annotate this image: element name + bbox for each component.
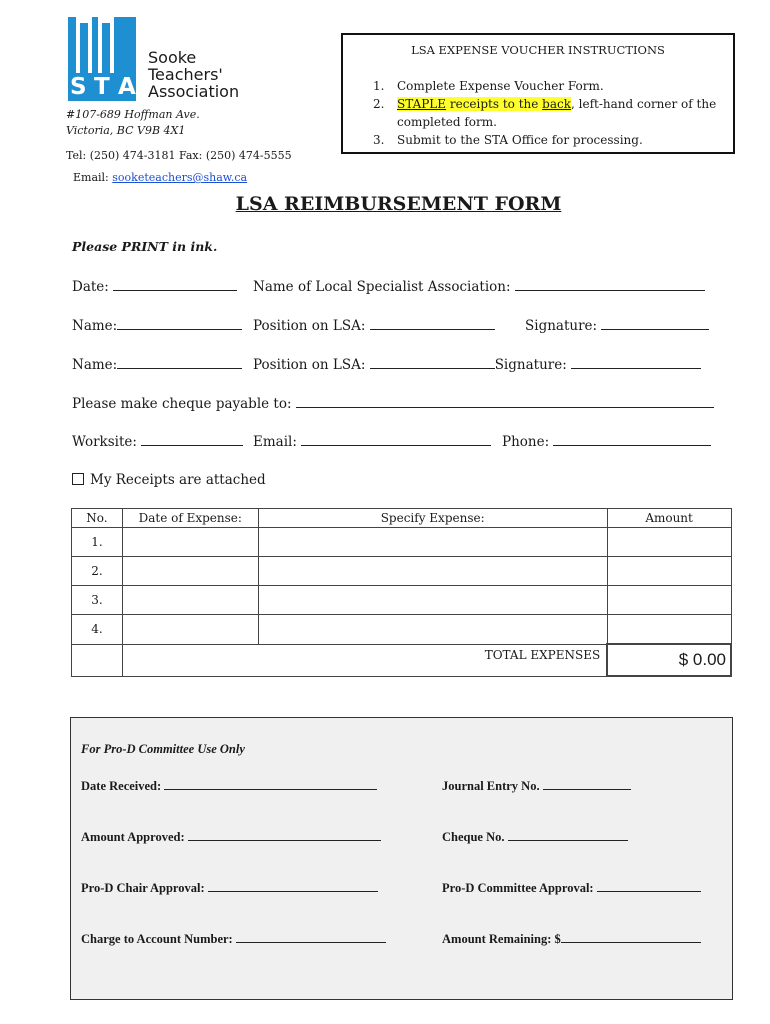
name-row-1: Name: [72,317,242,334]
table-header-row [72,509,732,528]
lsa-name-row: Name of Local Specialist Association: [253,278,705,295]
chair-approval-row: Pro-D Chair Approval: [81,880,378,896]
date-cell[interactable] [122,557,258,586]
specify-cell[interactable] [258,615,607,645]
position-field-1[interactable] [370,317,495,330]
name-field-2[interactable] [117,356,242,369]
specify-cell[interactable] [258,557,607,586]
address-block: #107-689 Hoffman Ave. Victoria, BC V9B 4X1 [66,108,200,137]
journal-entry-row: Journal Entry No. [442,778,631,794]
instructions-title: LSA EXPENSE VOUCHER INSTRUCTIONS [411,43,665,57]
charge-account-row: Charge to Account Number: [81,931,386,947]
instructions-list: 1. Complete Expense Voucher Form. 2. STAPLE receipts to the back, left-hand corner of the completed form. 3. Submit to the STA Office for processing. [373,79,717,147]
journal-entry-field[interactable] [543,778,631,790]
col-no-header: No. [72,509,123,528]
col-specify-header: Specify Expense: [258,509,607,528]
amount-cell[interactable] [607,557,731,586]
committee-approval-row: Pro-D Committee Approval: [442,880,701,896]
instructions-box [341,33,735,154]
amount-cell[interactable] [607,528,731,557]
date-field[interactable] [113,278,237,291]
total-row [72,644,732,676]
form-title: LSA REIMBURSEMENT FORM [235,193,562,215]
tel-fax: Tel: (250) 474-3181 Fax: (250) 474-5555 [66,149,292,162]
table-row [72,615,732,645]
table-row [72,557,732,586]
amount-approved-row: Amount Approved: [81,829,381,845]
chair-approval-field[interactable] [208,880,378,892]
total-label: TOTAL EXPENSES [122,644,607,676]
cheque-payee-field[interactable] [296,395,714,408]
form-title-wrap [0,193,770,215]
logo-name: Sooke Teachers' Association [148,48,240,101]
email-link[interactable]: sooketeachers@shaw.ca [112,171,248,184]
print-note: Please PRINT in ink. [72,239,218,254]
col-date-header: Date of Expense: [122,509,258,528]
email-field[interactable] [301,433,491,446]
position-row-2: Position on LSA: Signature: [253,356,701,373]
cheque-row: Please make cheque payable to: [72,395,714,412]
date-cell[interactable] [122,586,258,615]
col-amount-header: Amount [607,509,731,528]
amount-remaining-field[interactable] [561,931,701,943]
row-number: 3. [72,586,123,615]
worksite-row: Worksite: [72,433,243,450]
name-row-2: Name: [72,356,242,373]
amount-approved-field[interactable] [188,829,381,841]
signature-row-1: Signature: [525,317,709,334]
row-number: 4. [72,615,123,645]
receipts-row: My Receipts are attached [72,472,266,488]
total-value: $ 0.00 [607,644,731,676]
specify-cell[interactable] [258,586,607,615]
amount-cell[interactable] [607,615,731,645]
amount-cell[interactable] [607,586,731,615]
signature-field-1[interactable] [601,317,709,330]
date-received-row: Date Received: [81,778,377,794]
cheque-no-row: Cheque No. [442,829,628,845]
position-field-2[interactable] [370,356,495,369]
date-received-field[interactable] [164,778,377,790]
phone-field[interactable] [553,433,711,446]
position-row-1: Position on LSA: [253,317,495,334]
phone-row: Phone: [502,433,711,450]
lsa-name-field[interactable] [515,278,705,291]
table-row [72,586,732,615]
committee-approval-field[interactable] [597,880,701,892]
amount-remaining-row: Amount Remaining: $ [442,931,701,947]
expense-table [71,508,732,677]
signature-field-2[interactable] [571,356,701,369]
date-cell[interactable] [122,528,258,557]
date-row: Date: [72,278,237,295]
worksite-field[interactable] [141,433,243,446]
date-cell[interactable] [122,615,258,645]
prod-committee-box [70,717,733,1000]
prod-heading: For Pro-D Committee Use Only [81,742,245,756]
email-row: Email: [253,433,491,450]
email-line: Email: sooketeachers@shaw.ca [73,171,248,184]
charge-account-field[interactable] [236,931,386,943]
specify-cell[interactable] [258,528,607,557]
name-field-1[interactable] [117,317,242,330]
receipts-checkbox[interactable] [72,473,84,485]
row-number: 2. [72,557,123,586]
cheque-no-field[interactable] [508,829,628,841]
logo-letters: S T A [70,74,136,100]
row-number: 1. [72,528,123,557]
table-row [72,528,732,557]
